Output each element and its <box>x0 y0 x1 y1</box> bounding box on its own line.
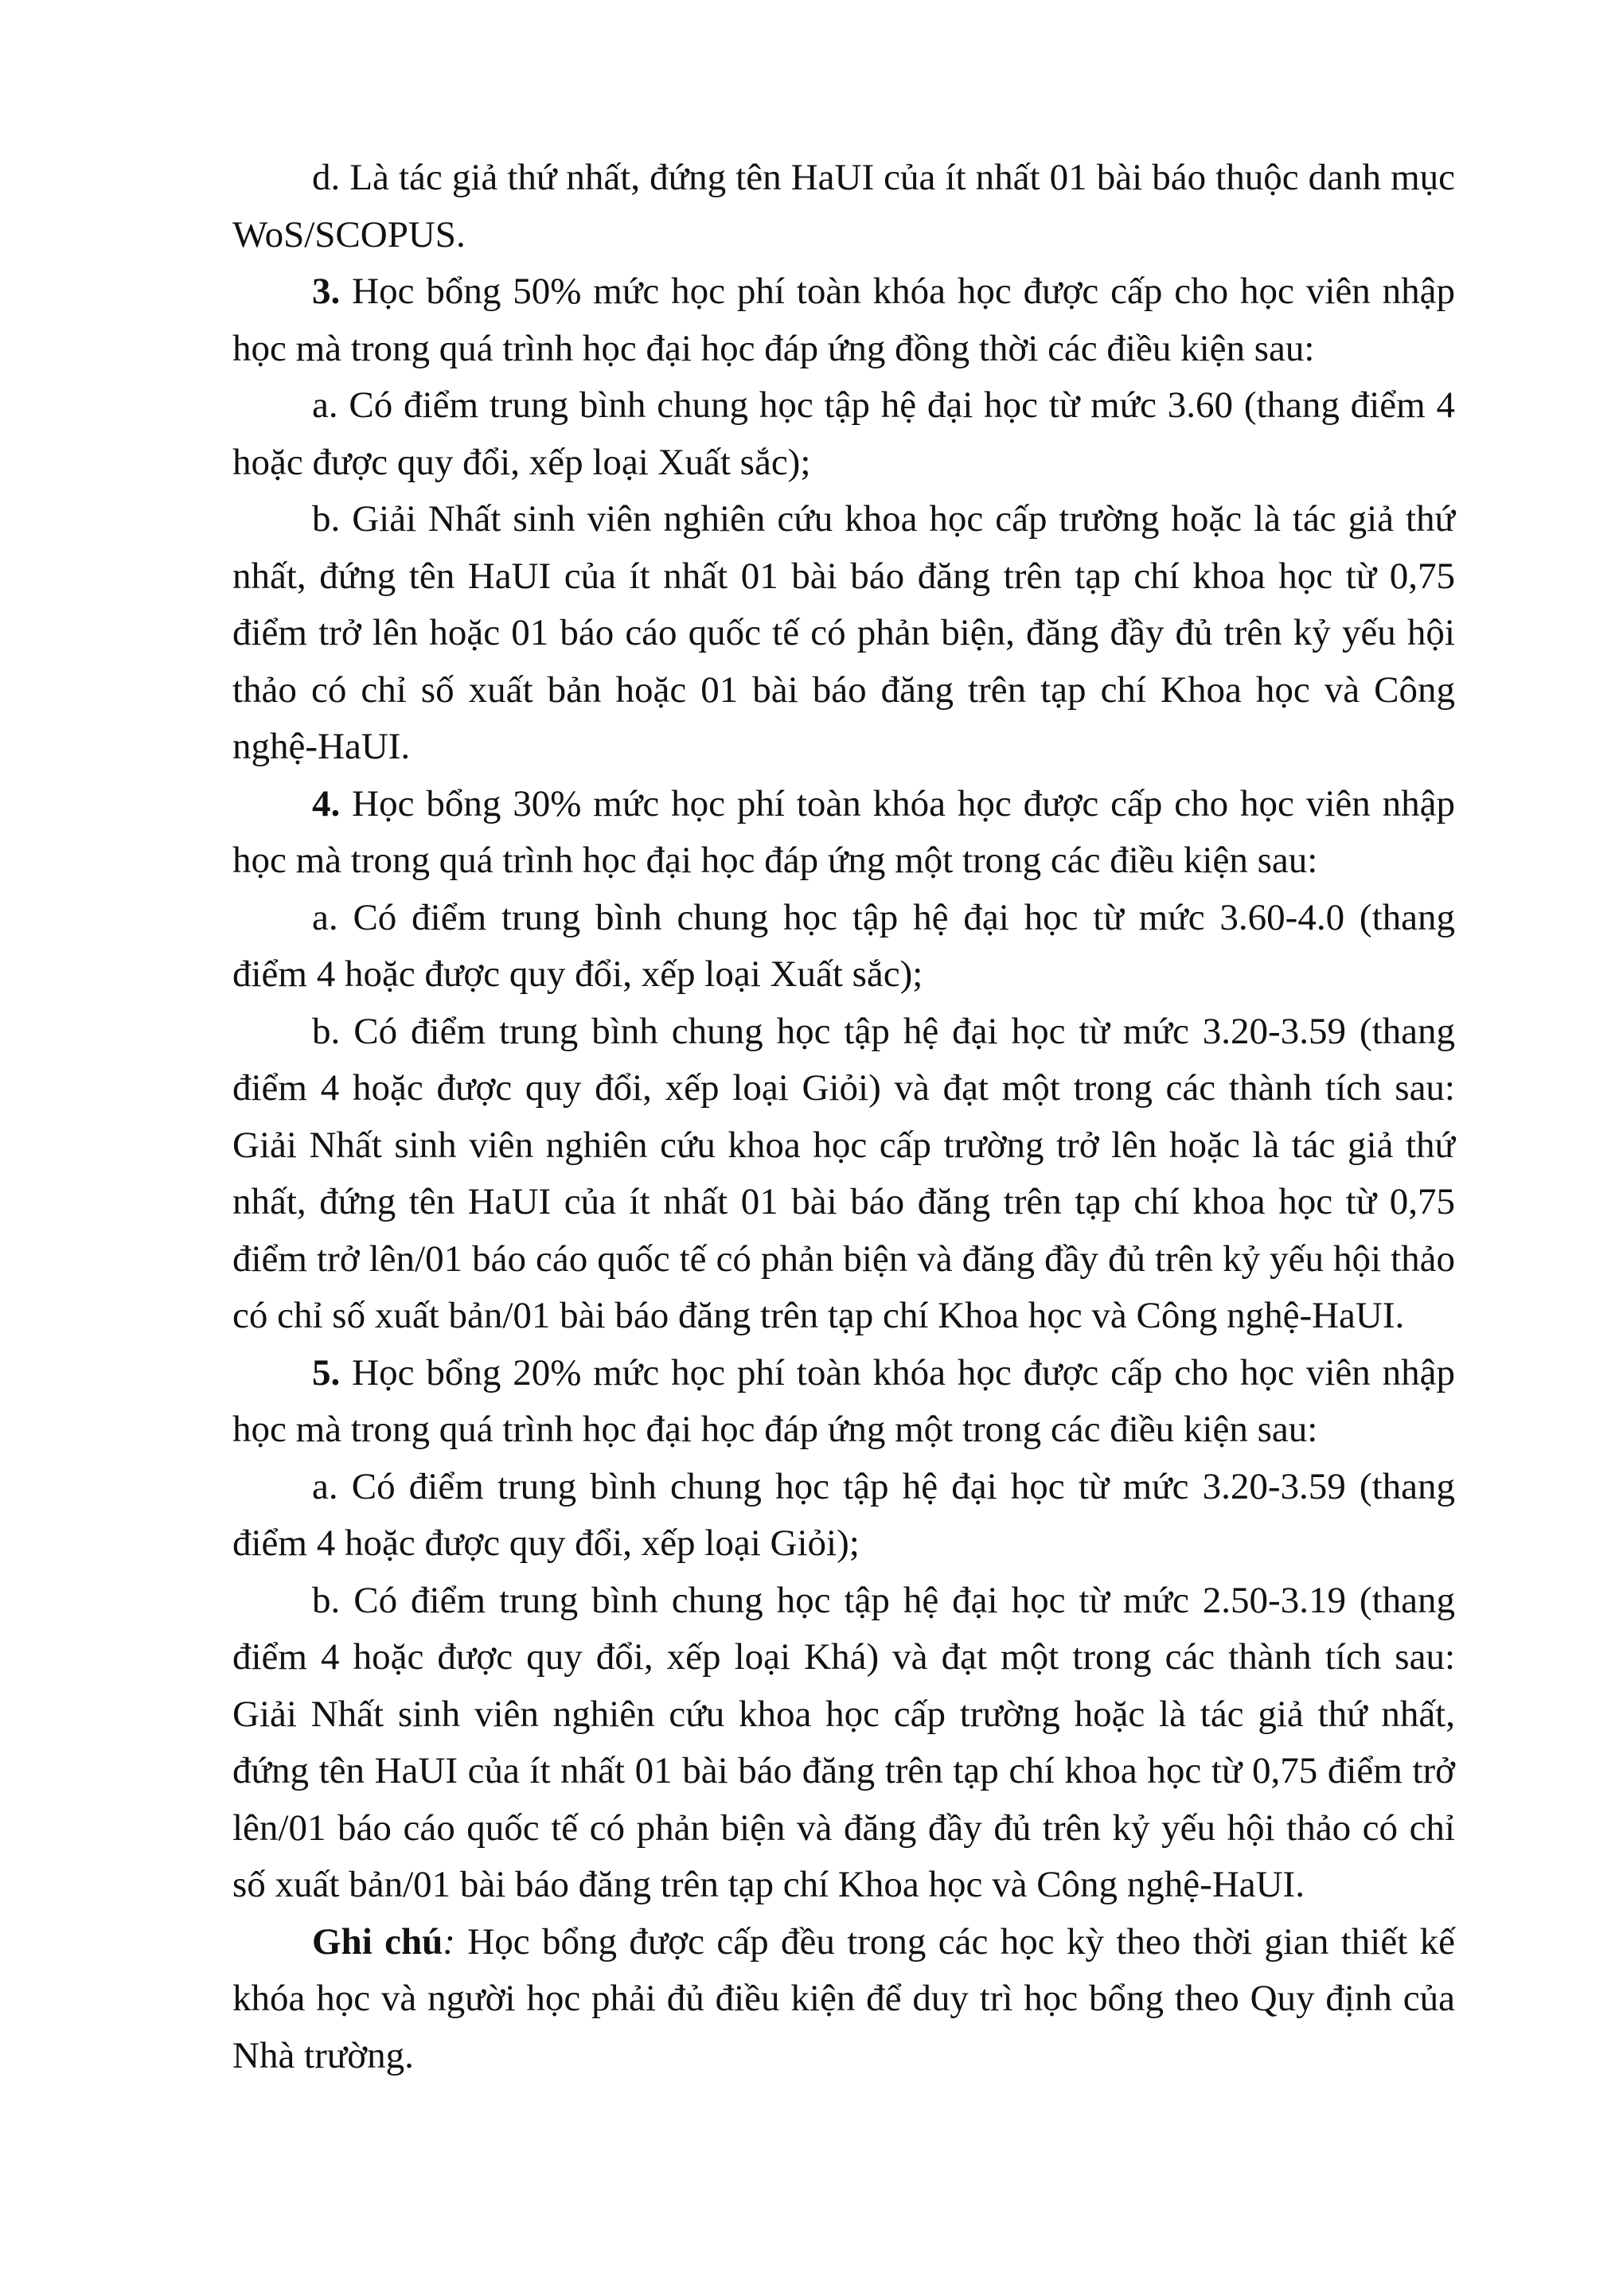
document-body <box>232 150 1455 2084</box>
paragraph-text: Học bổng 20% mức học phí toàn khóa học được cấp cho học viên nhập học mà trong quá trình học đại học đáp ứng một trong các điều kiện sau: <box>232 1351 1455 1450</box>
note-label: Ghi chú <box>312 1920 443 1963</box>
note-colon: : <box>443 1920 455 1963</box>
note-text: Học bổng được cấp đều trong các học kỳ theo thời gian thiết kế khóa học và người học phải đủ điều kiện để duy trì học bổng theo Quy định của Nhà trường. <box>232 1920 1455 2076</box>
note-paragraph <box>232 1914 1455 2085</box>
section-number: 4. <box>312 782 341 824</box>
paragraph-section-3 <box>232 263 1455 377</box>
paragraph-3d <box>232 150 1455 263</box>
paragraph-5b <box>232 1573 1455 1914</box>
paragraph-section-4 <box>232 776 1455 890</box>
section-number: 3. <box>312 271 341 312</box>
paragraph-4a <box>232 890 1455 1004</box>
paragraph-text: a. Có điểm trung bình chung học tập hệ đại học từ mức 3.20-3.59 (thang điểm 4 hoặc được quy đổi, xếp loại Giỏi); <box>232 1465 1455 1564</box>
paragraph-4b <box>232 1004 1455 1345</box>
paragraph-section-5 <box>232 1345 1455 1459</box>
paragraph-text: Học bổng 50% mức học phí toàn khóa học được cấp cho học viên nhập học mà trong quá trình học đại học đáp ứng đồng thời các điều kiện sau: <box>232 271 1455 369</box>
paragraph-text: d. Là tác giả thứ nhất, đứng tên HaUI của ít nhất 01 bài báo thuộc danh mục WoS/SCOPUS. <box>232 157 1455 255</box>
paragraph-3a <box>232 377 1455 491</box>
paragraph-text: b. Giải Nhất sinh viên nghiên cứu khoa học cấp trường hoặc là tác giả thứ nhất, đứng tên HaUI của ít nhất 01 bài báo đăng trên tạp chí khoa học từ 0,75 điểm trở lên hoặc 01 báo cáo quốc tế có phản biện, đăng đầy đủ trên kỷ yếu hội thảo có chỉ số xuất bản hoặc 01 bài báo đăng trên tạp chí Khoa học và Công nghệ-HaUI. <box>232 498 1455 767</box>
paragraph-3b <box>232 491 1455 776</box>
paragraph-text: a. Có điểm trung bình chung học tập hệ đại học từ mức 3.60-4.0 (thang điểm 4 hoặc được quy đổi, xếp loại Xuất sắc); <box>232 896 1455 995</box>
paragraph-5a <box>232 1459 1455 1573</box>
paragraph-text: a. Có điểm trung bình chung học tập hệ đại học từ mức 3.60 (thang điểm 4 hoặc được quy đổi, xếp loại Xuất sắc); <box>232 384 1455 483</box>
paragraph-text: b. Có điểm trung bình chung học tập hệ đại học từ mức 2.50-3.19 (thang điểm 4 hoặc được quy đổi, xếp loại Khá) và đạt một trong các thành tích sau: Giải Nhất sinh viên nghiên cứu khoa học cấp trường hoặc là tác giả thứ nhất, đứng tên HaUI của ít nhất 01 bài báo đăng trên tạp chí khoa học từ 0,75 điểm trở lên/01 báo cáo quốc tế có phản biện và đăng đầy đủ trên kỷ yếu hội thảo có chỉ số xuất bản/01 bài báo đăng trên tạp chí Khoa học và Công nghệ-HaUI. <box>232 1579 1455 1905</box>
paragraph-text: Học bổng 30% mức học phí toàn khóa học được cấp cho học viên nhập học mà trong quá trình học đại học đáp ứng một trong các điều kiện sau: <box>232 782 1455 881</box>
paragraph-text: b. Có điểm trung bình chung học tập hệ đại học từ mức 3.20-3.59 (thang điểm 4 hoặc được quy đổi, xếp loại Giỏi) và đạt một trong các thành tích sau: Giải Nhất sinh viên nghiên cứu khoa học cấp trường trở lên hoặc là tác giả thứ nhất, đứng tên HaUI của ít nhất 01 bài báo đăng trên tạp chí khoa học từ 0,75 điểm trở lên/01 báo cáo quốc tế có phản biện và đăng đầy đủ trên kỷ yếu hội thảo có chỉ số xuất bản/01 bài báo đăng trên tạp chí Khoa học và Công nghệ-HaUI. <box>232 1010 1455 1336</box>
section-number: 5. <box>312 1351 341 1394</box>
